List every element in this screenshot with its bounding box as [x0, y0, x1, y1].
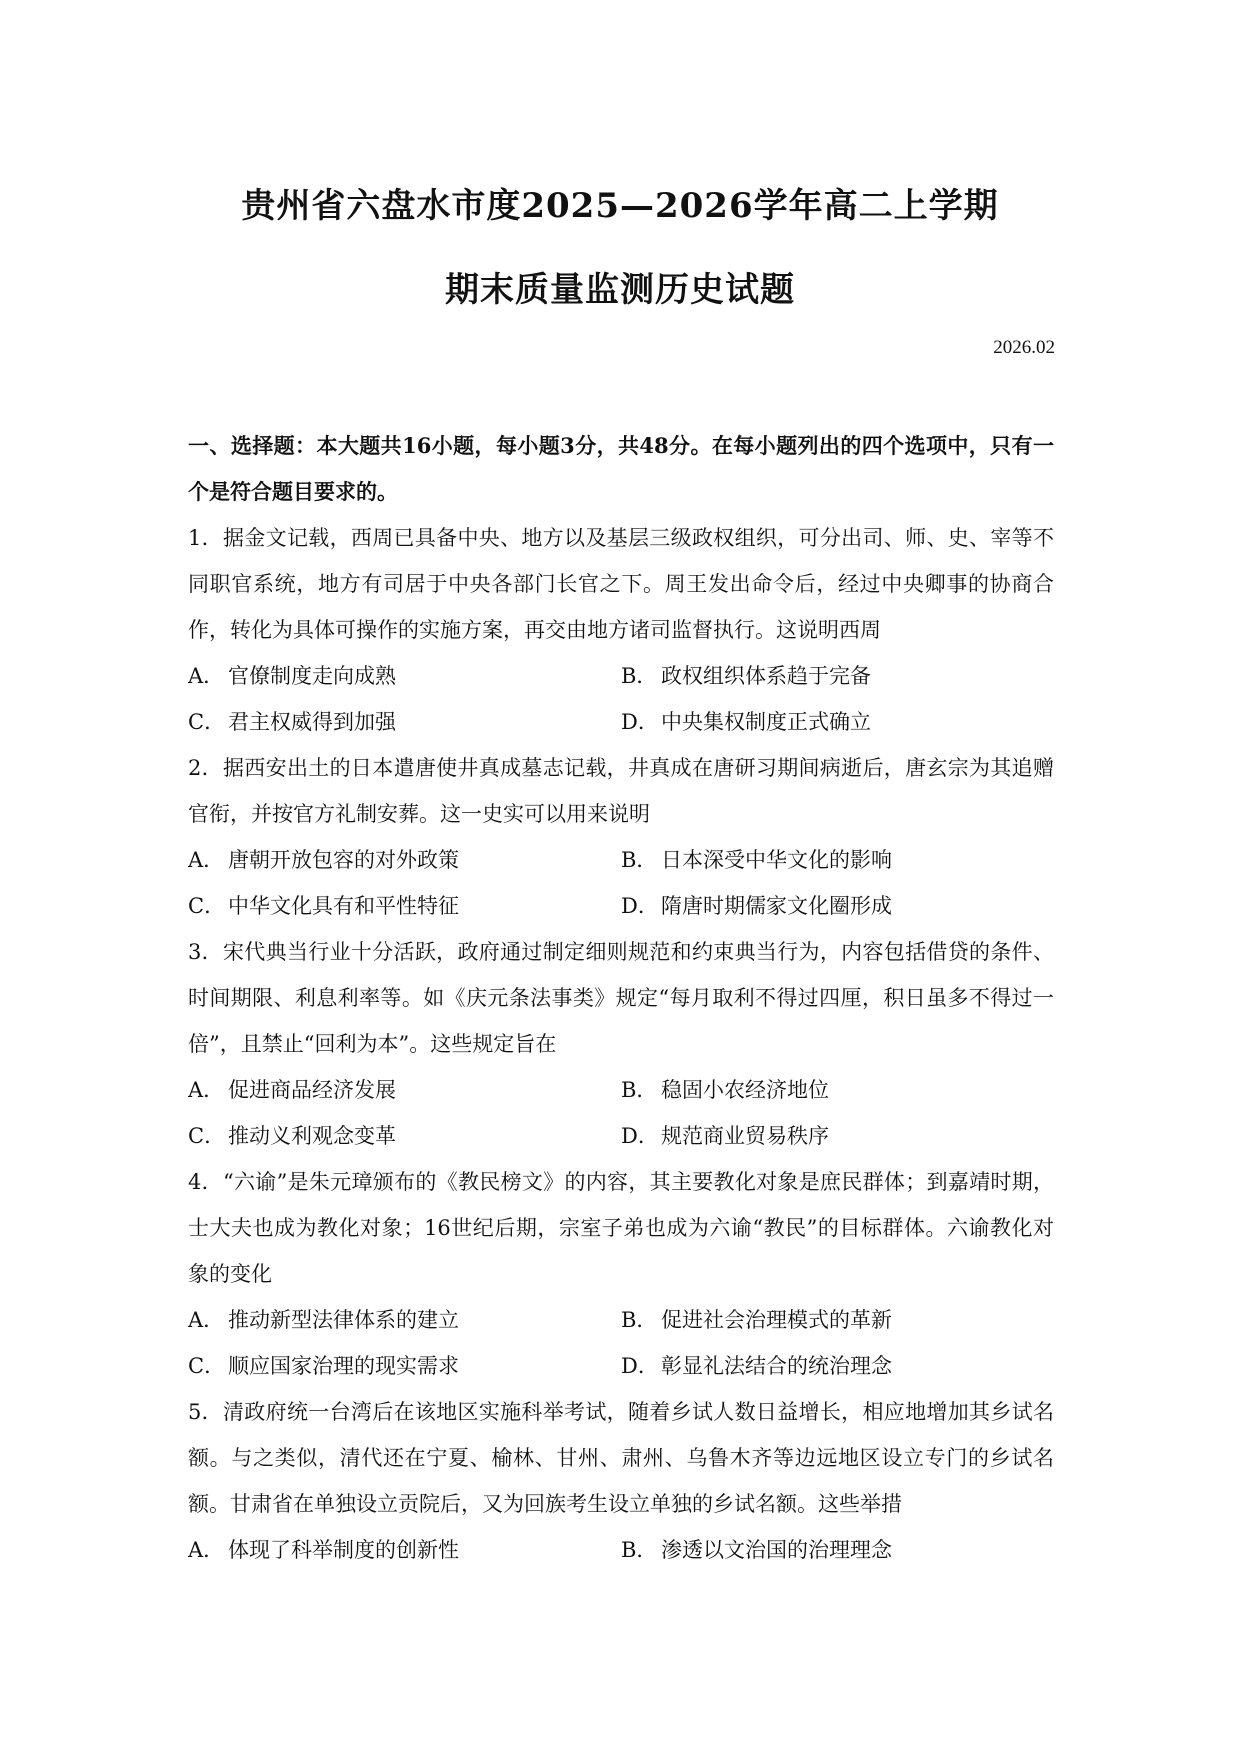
exam-title-line2: 期末质量监测历史试题: [445, 270, 795, 310]
option-letter: A．: [188, 1308, 225, 1332]
option-text: 推动新型法律体系的建立: [228, 1308, 459, 1332]
option-text: 体现了科举制度的创新性: [228, 1538, 459, 1562]
option-c: [188, 1113, 621, 1159]
option-text: 官僚制度走向成熟: [228, 664, 396, 688]
section-heading: 一、选择题：本大题共16小题，每小题3分，共48分。在每小题列出的四个选项中，只有一个是符合题目要求的。: [188, 433, 1054, 504]
question-2: [188, 745, 1054, 929]
option-b: [621, 837, 1054, 883]
option-c: [188, 883, 621, 929]
option-text: 稳固小农经济地位: [661, 1078, 829, 1102]
option-a: [188, 837, 621, 883]
option-letter: C．: [188, 1354, 226, 1378]
option-a: [188, 1297, 621, 1343]
option-text: 规范商业贸易秩序: [661, 1124, 829, 1148]
option-b: [621, 1067, 1054, 1113]
option-text: 政权组织体系趋于完备: [661, 664, 871, 688]
option-text: 顺应国家治理的现实需求: [228, 1354, 459, 1378]
option-b: [621, 1297, 1054, 1343]
option-c: [188, 699, 621, 745]
question-4: [188, 1159, 1054, 1389]
option-text: 中华文化具有和平性特征: [228, 894, 459, 918]
option-text: 唐朝开放包容的对外政策: [228, 848, 459, 872]
option-letter: D．: [621, 1354, 659, 1378]
option-letter: D．: [621, 894, 659, 918]
option-d: [621, 1113, 1054, 1159]
question-stem: 1．据金文记载，西周已具备中央、地方以及基层三级政权组织，可分出司、师、史、宰等不同职官系统，地方有司居于中央各部门长官之下。周王发出命令后，经过中央卿事的协商合作，转化为具体可操作的实施方案，再交由地方诸司监督执行。这说明西周: [188, 526, 1054, 642]
option-text: 渗透以文治国的治理理念: [661, 1538, 892, 1562]
option-letter: A．: [188, 1078, 225, 1102]
question-stem: 2．据西安出土的日本遣唐使井真成墓志记载，井真成在唐研习期间病逝后，唐玄宗为其追赠官衔，并按官方礼制安葬。这一史实可以用来说明: [188, 756, 1054, 826]
question-stem: 5．清政府统一台湾后在该地区实施科举考试，随着乡试人数日益增长，相应地增加其乡试名额。与之类似，清代还在宁夏、榆林、甘州、肃州、乌鲁木齐等边远地区设立专门的乡试名额。甘肃省在单独设立贡院后，又为回族考生设立单独的乡试名额。这些举措: [188, 1400, 1054, 1516]
option-letter: C．: [188, 1124, 226, 1148]
option-letter: B．: [621, 1078, 658, 1102]
option-letter: B．: [621, 1538, 658, 1562]
option-b: [621, 1527, 1054, 1573]
option-letter: C．: [188, 894, 226, 918]
option-letter: A．: [188, 848, 225, 872]
option-text: 中央集权制度正式确立: [661, 710, 871, 734]
question-3: [188, 929, 1054, 1159]
exam-date: 2026.02: [993, 337, 1055, 358]
question-options: [188, 1067, 1054, 1159]
option-a: [188, 653, 621, 699]
option-b: [621, 653, 1054, 699]
option-letter: B．: [621, 848, 658, 872]
question-5: [188, 1389, 1054, 1573]
option-text: 日本深受中华文化的影响: [661, 848, 892, 872]
option-letter: B．: [621, 1308, 658, 1332]
question-1: [188, 515, 1054, 745]
question-stem: 4．“六谕”是朱元璋颁布的《教民榜文》的内容，其主要教化对象是庶民群体；到嘉靖时期，士大夫也成为教化对象；16世纪后期，宗室子弟也成为六谕“教民”的目标群体。六谕教化对象的变化: [188, 1170, 1054, 1286]
question-options: [188, 837, 1054, 929]
option-text: 推动义利观念变革: [228, 1124, 396, 1148]
option-c: [188, 1343, 621, 1389]
exam-title-line1: 贵州省六盘水市度2025—2026学年高二上学期: [241, 186, 999, 226]
question-options: [188, 653, 1054, 745]
question-stem: 3．宋代典当行业十分活跃，政府通过制定细则规范和约束典当行为，内容包括借贷的条件、时间期限、利息利率等。如《庆元条法事类》规定“每月取利不得过四厘，积日虽多不得过一倍”，且禁止“回利为本”。这些规定旨在: [188, 940, 1054, 1056]
option-letter: D．: [621, 1124, 659, 1148]
option-text: 君主权威得到加强: [228, 710, 396, 734]
option-letter: C．: [188, 710, 226, 734]
option-text: 促进商品经济发展: [228, 1078, 396, 1102]
question-options: [188, 1297, 1054, 1389]
option-d: [621, 699, 1054, 745]
option-text: 彰显礼法结合的统治理念: [661, 1354, 892, 1378]
option-letter: B．: [621, 664, 658, 688]
option-a: [188, 1527, 621, 1573]
option-d: [621, 883, 1054, 929]
option-text: 促进社会治理模式的革新: [661, 1308, 892, 1332]
option-letter: A．: [188, 1538, 225, 1562]
option-letter: D．: [621, 710, 659, 734]
option-a: [188, 1067, 621, 1113]
question-options: [188, 1527, 1054, 1573]
option-d: [621, 1343, 1054, 1389]
exam-content: [188, 423, 1054, 1573]
option-letter: A．: [188, 664, 225, 688]
option-text: 隋唐时期儒家文化圈形成: [661, 894, 892, 918]
